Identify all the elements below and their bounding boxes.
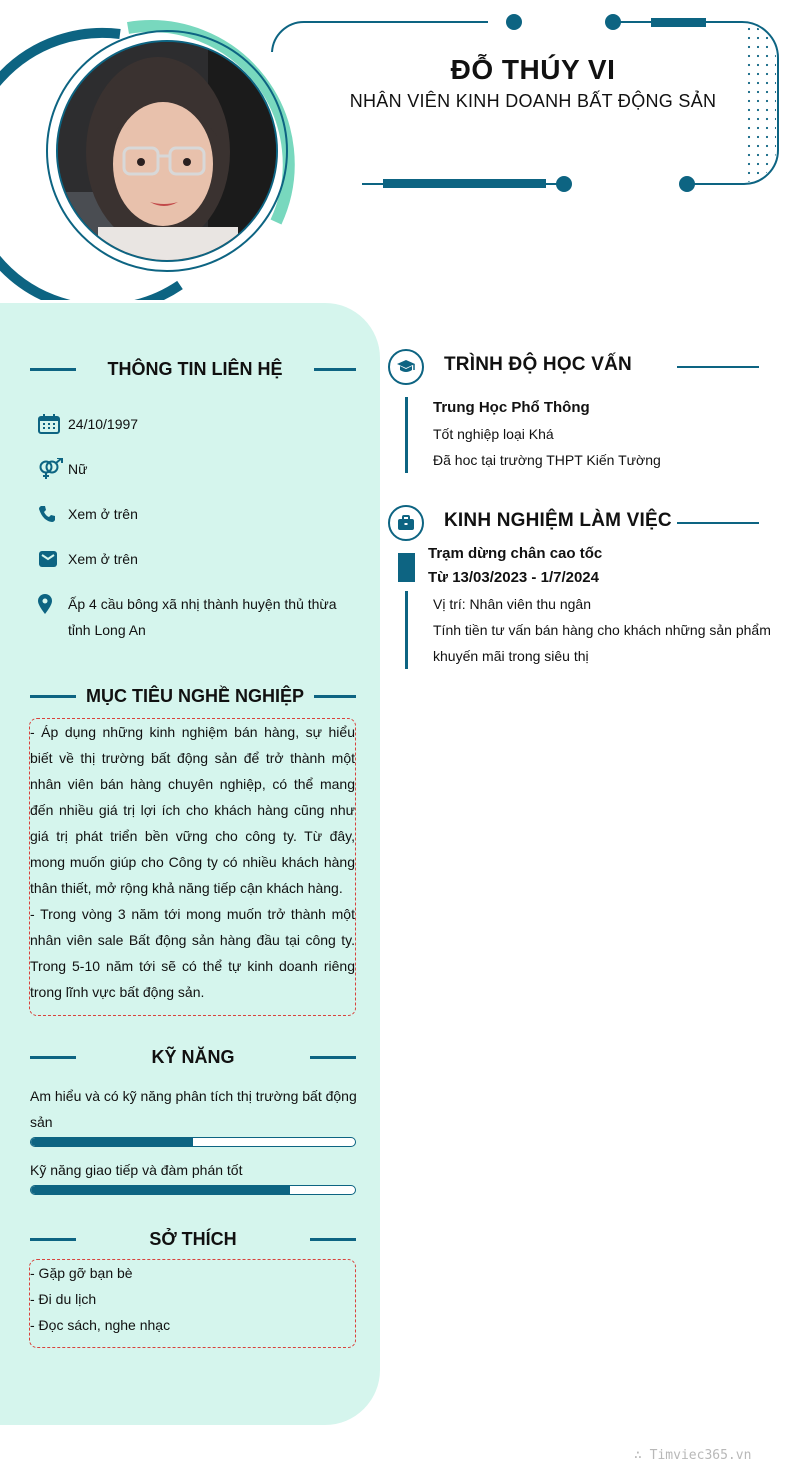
- hobby-item: - Đọc sách, nghe nhạc: [30, 1317, 171, 1333]
- briefcase-icon: [388, 505, 424, 541]
- experience-company: Trạm dừng chân cao tốc: [428, 545, 603, 562]
- candidate-job-title: NHÂN VIÊN KINH DOANH BẤT ĐỘNG SẢN: [349, 91, 717, 111]
- divider-line: [30, 1056, 76, 1059]
- map-pin-icon: [38, 591, 68, 617]
- experience-section-title: KINH NGHIỆM LÀM VIỆC: [444, 510, 672, 531]
- contact-email: [38, 546, 348, 572]
- divider-line: [677, 522, 759, 524]
- divider-line: [30, 695, 76, 698]
- objective-paragraph-1: - Áp dụng những kinh nghiệm bán hàng, sự hiểu biết về thị trường bất động sản để trở thành một nhân viên bán hàng chuyên nghiệp, có thể mang đến nhiều giá trị lợi ích cho khách hàng cũng như giá trị phát triển bền vững cho công ty. Từ đây, mong muốn giúp cho Công ty có nhiều khách hàng thân thiết, mở rộng khả năng tiếp cận khách hàng.: [30, 724, 355, 896]
- experience-marker: [398, 553, 415, 582]
- contact-gender: [38, 456, 348, 482]
- calendar-icon: [38, 411, 68, 437]
- divider-line: [310, 1238, 356, 1241]
- hobby-item: - Đi du lịch: [30, 1291, 97, 1307]
- contact-birthday: [38, 411, 348, 437]
- birthday-value: 24/10/1997: [68, 416, 139, 432]
- phone-value[interactable]: Xem ở trên: [68, 506, 138, 522]
- education-detail: Đã hoc tại trường THPT Kiến Tường: [433, 452, 661, 468]
- address-value: Ấp 4 cầu bông xã nhị thành huyện thủ thừa tỉnh Long An: [68, 596, 337, 638]
- skill-name: Am hiểu và có kỹ năng phân tích thị trường bất động sản: [30, 1088, 357, 1130]
- skill-level-fill: [31, 1138, 193, 1146]
- skills-section-header: [30, 1042, 356, 1072]
- graduation-cap-icon: [388, 349, 424, 385]
- profile-portrait-illustration: [58, 42, 278, 262]
- contact-section-title: THÔNG TIN LIÊN HỆ: [107, 358, 283, 379]
- objective-section-title: MỤC TIÊU NGHỀ NGHIỆP: [85, 685, 304, 706]
- divider-line: [314, 368, 356, 371]
- skill-level-fill: [31, 1186, 290, 1194]
- site-watermark: ∴ Timviec365.vn: [634, 1448, 752, 1463]
- divider-line: [310, 1056, 356, 1059]
- hobbies-text-box: [29, 1259, 356, 1348]
- candidate-name: ĐỖ THÚY VI: [450, 54, 616, 85]
- phone-icon: [38, 501, 68, 527]
- divider-line: [30, 368, 76, 371]
- experience-period: Từ 13/03/2023 - 1/7/2024: [428, 569, 599, 586]
- objective-text-box: [29, 718, 356, 1016]
- skill-level-bar: [30, 1185, 356, 1195]
- skill-name: Kỹ năng giao tiếp và đàm phán tốt: [30, 1162, 243, 1178]
- hobbies-section-header: [30, 1224, 356, 1254]
- timeline-bar: [405, 397, 408, 473]
- skill-level-bar: [30, 1137, 356, 1147]
- divider-line: [677, 366, 759, 368]
- contact-address: [38, 591, 348, 643]
- experience-description: Tính tiền tư vấn bán hàng cho khách những sản phẩm khuyến mãi trong siêu thị: [433, 622, 771, 664]
- objective-paragraph-2: - Trong vòng 3 năm tới mong muốn trở thành một nhân viên sale Bất động sản hàng đầu tại công ty. Trong 5-10 năm tới sẽ có thể tự kinh doanh riêng trong lĩnh vực bất động sản.: [30, 906, 355, 1000]
- objective-section-header: [30, 681, 356, 711]
- divider-line: [314, 695, 356, 698]
- contact-section-header: [30, 354, 356, 384]
- email-value[interactable]: Xem ở trên: [68, 551, 138, 567]
- profile-photo: [56, 40, 278, 262]
- skills-section-title: KỸ NĂNG: [151, 1046, 235, 1067]
- education-school: Trung Học Phổ Thông: [433, 399, 590, 416]
- timeline-bar: [405, 591, 408, 669]
- experience-position: Vị trí: Nhân viên thu ngân: [433, 596, 591, 612]
- education-rank: Tốt nghiệp loại Khá: [433, 426, 554, 442]
- contact-phone: [38, 501, 348, 527]
- gender-icon: [38, 456, 68, 482]
- hobby-item: - Gặp gỡ bạn bè: [30, 1265, 133, 1281]
- hobbies-section-title: SỞ THÍCH: [149, 1228, 237, 1249]
- envelope-icon: [38, 546, 68, 572]
- divider-line: [30, 1238, 76, 1241]
- education-section-title: TRÌNH ĐỘ HỌC VẤN: [444, 354, 632, 375]
- gender-value: Nữ: [68, 461, 88, 477]
